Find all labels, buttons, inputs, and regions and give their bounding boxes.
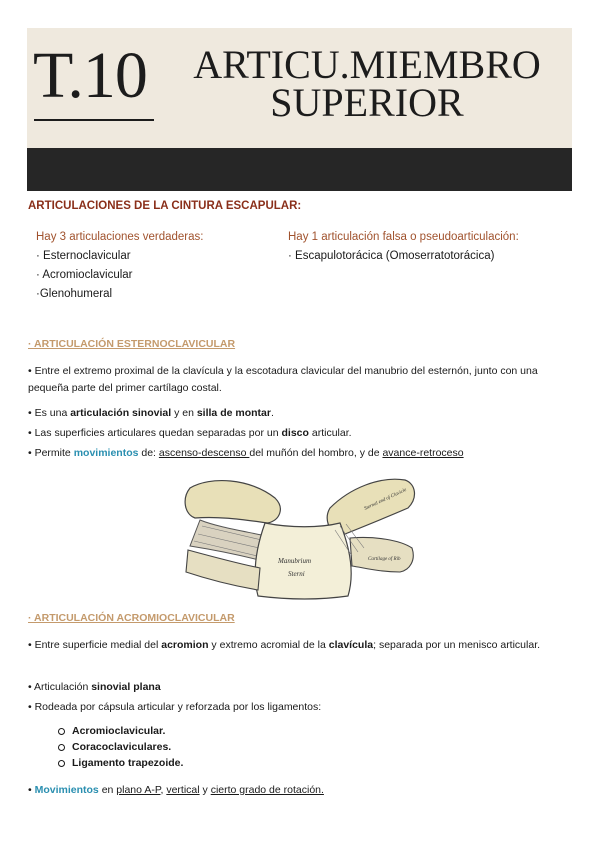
figure-label-sternal-end: Sternal end of Clavicle (363, 487, 408, 512)
list-item: · Escapulotorácica (Omoserratotorácica) (288, 250, 495, 262)
sternoclavicular-p4: • Permite movimientos de: ascenso-descenso del muñón del hombro, y de avance-retroceso (28, 447, 464, 459)
sternoclavicular-p1: • Entre el extremo proximal de la clavícula y la escotadura clavicular del manubrio del esternón, junto con una pequeña parte del primer cartílago costal. (28, 365, 538, 394)
section-title: ARTICULACIONES DE LA CINTURA ESCAPULAR: (28, 200, 302, 212)
figure-label-manubrium: Manubrium (278, 557, 312, 565)
header-dark-band (27, 148, 572, 191)
sternoclavicular-heading: · ARTICULACIÓN ESTERNOCLAVICULAR (28, 338, 236, 350)
acromioclavicular-p1: • Entre superficie medial del acromion y extremo acromial de la clavícula; separada por un menisco articular. (28, 639, 541, 651)
figure-label-cartilage: Cartilage of Rib (368, 557, 401, 562)
list-item: Acromioclavicular. (58, 723, 183, 739)
acromioclavicular-heading: · ARTICULACIÓN ACROMIOCLAVICULAR (28, 612, 235, 624)
list-item: Coracoclaviculares. (58, 739, 183, 755)
sternoclavicular-p3: • Las superficies articulares quedan separadas por un disco articular. (28, 427, 352, 439)
true-joints-column (36, 228, 276, 304)
chapter-code: T.10 (33, 39, 147, 112)
sternoclavicular-p2: • Es una articulación sinovial y en silla de montar. (28, 407, 274, 419)
list-item: · Esternoclavicular (36, 250, 131, 262)
page-title (167, 42, 567, 125)
page-title-line-2: SUPERIOR (270, 80, 464, 125)
false-joint-heading: Hay 1 articulación falsa o pseudoarticulación: (288, 231, 519, 243)
sternoclavicular-joint-illustration (180, 468, 420, 600)
acromioclavicular-p3: • Rodeada por cápsula articular y reforzada por los ligamentos: (28, 701, 322, 713)
list-item: ·Glenohumeral (36, 288, 113, 300)
true-joints-heading: Hay 3 articulaciones verdaderas: (36, 231, 204, 243)
acromioclavicular-p2: • Articulación sinovial plana (28, 681, 161, 693)
list-item: Ligamento trapezoide. (58, 755, 183, 771)
list-item: · Acromioclavicular (36, 269, 133, 281)
chapter-code-underline (34, 119, 154, 121)
figure-label-sterni: Sterni (288, 570, 305, 578)
acromioclavicular-p4: • Movimientos en plano A-P, vertical y cierto grado de rotación. (28, 784, 324, 796)
false-joint-column (288, 228, 578, 266)
title-banner (27, 28, 572, 148)
ligament-list (58, 723, 183, 771)
page-title-line-1: ARTICU.MIEMBRO (193, 42, 541, 87)
